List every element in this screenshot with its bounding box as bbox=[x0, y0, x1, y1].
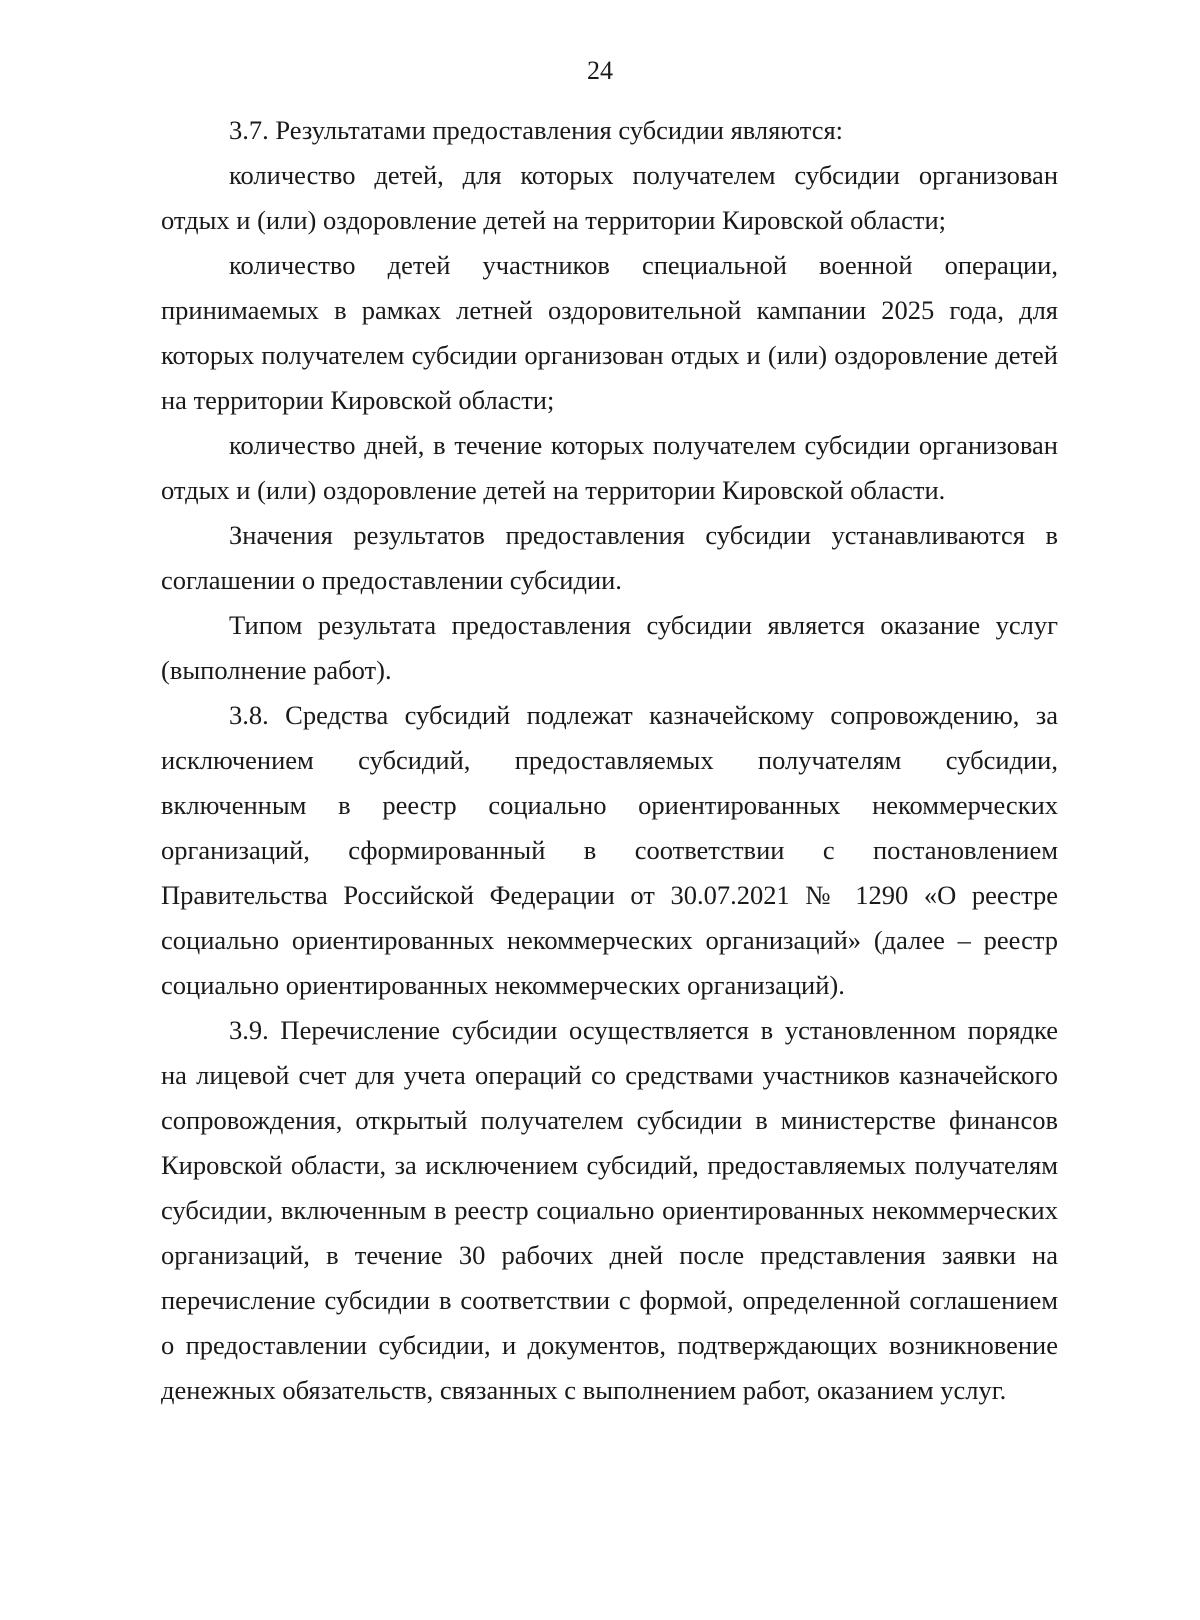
paragraph-3-9: 3.9. Перечисление субсидии осуществляется в установленном порядке на лицевой счет для учета операций со средствами участников казначейского сопровождения, открытый получателем субсидии в министерстве финансов Кировской области, за исключением субсидий, предоставляемых получателям субсидии, включенным в реестр социально ориентированных некоммерческих организаций, в течение 30 рабочих дней после представления заявки на перечисление субсидии в соответствии с формой, определенной соглашением о предоставлении субсидии, и документов, подтверждающих возникновение денежных обязательств, связанных с выполнением работ, оказанием услуг. bbox=[161, 1015, 1058, 1405]
paragraph-3-8: 3.8. Средства субсидий подлежат казначейскому сопровождению, за исключением субсидий, предоставляемых получателям субсидии, включенным в реестр социально ориентированных некоммерческих организаций, сформированный в соответствии с постановлением Правительства Российской Федерации от 30.07.2021 № 1290 «О реестре социально ориентированных некоммерческих организаций» (далее – реестр социально ориентированных некоммерческих организаций). bbox=[161, 700, 1058, 1000]
page-number: 24 bbox=[587, 56, 613, 85]
paragraph-result-svo-children-count: количество детей участников специальной военной операции, принимаемых в рамках летней оздоровительной кампании 2025 года, для которых получателем субсидии организован отдых и (или) оздоровление детей на территории Кировской области; bbox=[161, 250, 1058, 415]
paragraph-result-type: Типом результата предоставления субсидии является оказание услуг (выполнение работ). bbox=[161, 610, 1058, 685]
paragraph-result-values: Значения результатов предоставления субсидии устанавливаются в соглашении о предоставлении субсидии. bbox=[161, 520, 1058, 595]
paragraph-result-days-count: количество дней, в течение которых получателем субсидии организован отдых и (или) оздоровление детей на территории Кировской области. bbox=[161, 430, 1058, 505]
paragraph-3-7-heading: 3.7. Результатами предоставления субсидии являются: bbox=[229, 115, 844, 145]
document-body bbox=[161, 108, 1058, 1413]
paragraph-result-children-count: количество детей, для которых получателем субсидии организован отдых и (или) оздоровление детей на территории Кировской области; bbox=[161, 160, 1058, 235]
